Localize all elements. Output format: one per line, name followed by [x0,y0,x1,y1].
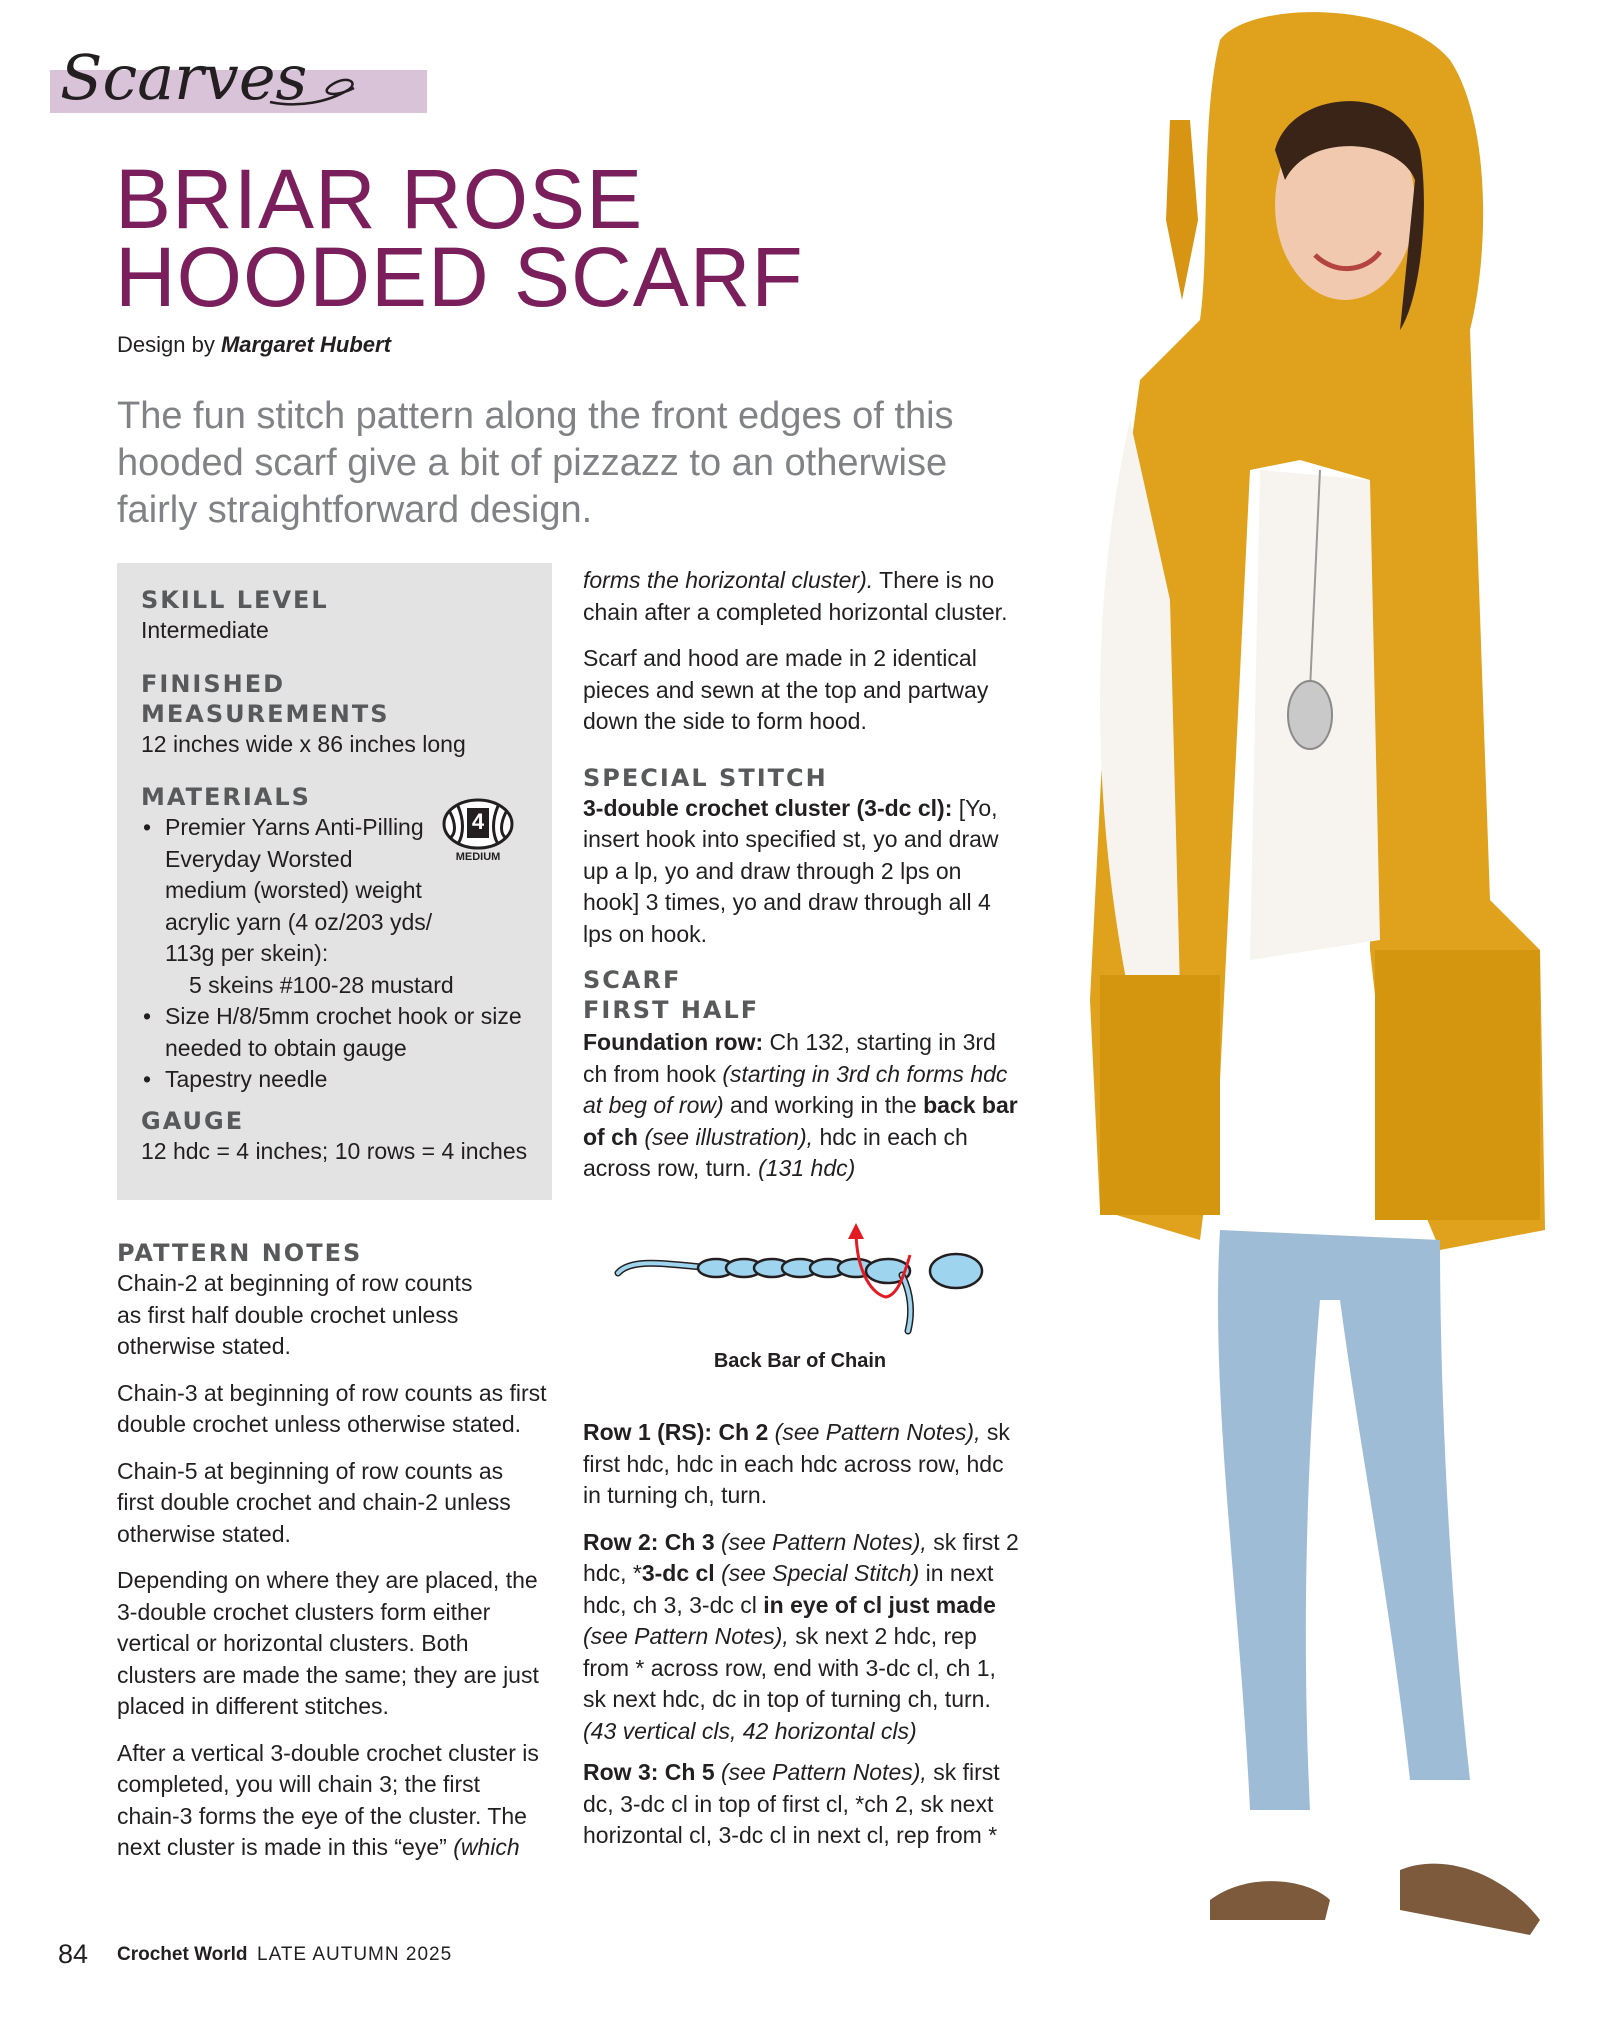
row-3 [583,1757,1023,1852]
row-text: sk first dc, 3-dc cl in top of first cl, *ch 2, sk next horizontal cl, 3-dc cl in next cl, rep from * [583,1759,1000,1848]
intro-text: The fun stitch pattern along the front edges of this hooded scarf give a bit of pizzazz to an otherwise fairly straightforward design. [117,395,954,531]
pattern-notes [117,1238,552,1879]
foundation-italic: (starting in 3rd ch forms hdc at beg of row) [583,1060,1008,1118]
row-text: sk first hdc, hdc in each hdc across row, hdc in turning ch, turn. [583,1419,1010,1508]
materials-item: • Size H/8/5mm crochet hook or size needed to obtain gauge [141,1001,541,1064]
magazine-name: Crochet World [117,1944,248,1965]
special-stitch-heading: SPECIAL STITCH [583,763,828,792]
row-italic: (see Pattern Notes), [583,1623,789,1649]
pattern-note: Chain-5 at beginning of row counts as first double crochet and chain-2 unless otherwise stated. [117,1457,511,1547]
row-text: in next hdc, ch 3, 3-dc cl [583,1560,994,1618]
row-label: Row 3: Ch 5 [583,1759,715,1785]
foundation-text: Ch 132, starting in 3rd ch from hook [583,1029,996,1087]
issue-name: LATE AUTUMN 2025 [257,1944,453,1965]
foundation-text: and working in the [730,1092,917,1118]
foundation-italic: (see illustration), [644,1123,814,1150]
pocket-shape [1100,975,1220,1215]
illustration-caption: Back Bar of Chain [713,1350,887,1372]
row-text: sk first 2 hdc, * [583,1528,1019,1586]
model-photo [1070,0,1600,2023]
special-stitch-name: 3-double crochet cluster (3-dc cl): [583,794,953,821]
first-half-heading: FIRST HALF [583,996,760,1024]
page-title [115,152,804,324]
pattern-note-text: After a vertical 3-double crochet cluster is completed, you will chain 3; the first chain-3 forms the eye of the cluster. The next cluster is made in this “eye” [117,1739,539,1860]
foundation-count: (131 hdc) [758,1155,856,1181]
gauge-heading: GAUGE [141,1106,245,1135]
designer-name: Margaret Hubert [220,332,391,357]
pattern-note-italic: (which [453,1834,520,1860]
row-count: (43 vertical cls, 42 horizontal cls) [583,1717,917,1744]
row-label: Row 2: Ch 3 [583,1528,715,1555]
row-italic: (see Pattern Notes), [721,1759,927,1785]
row-1 [583,1417,1023,1512]
materials-heading: MATERIALS [141,783,311,811]
row-italic: (see Pattern Notes), [721,1528,927,1555]
yarn-weight-label: MEDIUM [455,851,501,863]
measurements-section [141,669,541,761]
section-swash-decoration [268,72,358,112]
assembly-note: Scarf and hood are made in 2 identical pieces and sewn at the top and partway down the side to form hood. [583,645,989,734]
foundation-row [583,1027,1023,1185]
row-italic: (see Special Stitch) [721,1560,920,1586]
pattern-note: Chain-3 at beginning of row counts as first double crochet unless otherwise stated. [117,1379,547,1437]
cluster-note-italic: forms the horizontal cluster). [583,567,874,593]
pocket-shape [1375,950,1540,1220]
pendant-shape [1288,681,1332,749]
skill-heading: SKILL LEVEL [141,586,329,614]
row-label: Row 1 (RS): Ch 2 [583,1419,769,1445]
pattern-note [117,1738,542,1864]
foundation-text: hdc in each ch across row, turn. [583,1123,968,1181]
row-italic: (see Pattern Notes), [774,1419,981,1445]
byline-prefix: Design by [117,332,215,357]
yarn-weight-number: 4 [471,809,485,834]
foundation-row-label: Foundation row: [583,1029,764,1055]
pattern-note: Chain-2 at beginning of row counts as first half double crochet unless otherwise stated. [117,1270,473,1359]
yarn-weight-icon [442,798,514,864]
row-2 [583,1527,1023,1748]
info-box [117,563,552,1200]
title-line-2: HOODED SCARF [115,230,804,324]
foundation-bold: back bar of ch [583,1092,1018,1150]
cluster-note-continued [583,565,1023,628]
pattern-notes-heading: PATTERN NOTES [117,1239,363,1267]
row-bold: 3-dc cl [641,1560,715,1586]
section-label: Scarves [60,41,308,114]
instructions-column-bottom [583,1417,1023,1867]
gauge-value: 12 hdc = 4 inches; 10 rows = 4 inches [141,1137,528,1164]
gauge-section [141,1106,541,1168]
instructions-column-top [583,565,1023,1200]
back-bar-of-chain-illustration [612,1215,994,1335]
cluster-note-text: There is no chain after a completed horizontal cluster. [583,567,1008,625]
skill-value: Intermediate [141,617,269,643]
scarf-heading: SCARF [583,966,682,994]
special-stitch-text: [Yo, insert hook into specified st, yo and draw up a lp, yo and draw through 2 lps on hook] 3 times, yo and draw through all 4 lps on hook. [583,794,999,947]
special-stitch [583,793,1023,951]
measurements-value: 12 inches wide x 86 inches long [141,730,466,757]
page-number: 84 [58,1939,89,1969]
measurements-heading: FINISHED MEASUREMENTS [141,669,390,728]
byline [117,330,391,360]
pattern-note: Depending on where they are placed, the 3-double crochet clusters form either vertical or horizontal clusters. Both clusters are made the same; they are just placed in different stitches. [117,1567,539,1719]
title-line-1: BRIAR ROSE [115,152,644,246]
skill-section [141,585,541,647]
materials-item: • Tapestry needle [141,1064,541,1096]
row-text: sk next 2 hdc, rep from * across row, end with 3-dc cl, ch 1, sk next hdc, dc in top of turning ch, turn. [583,1623,996,1712]
materials-item-yarn: • Premier Yarns Anti-Pilling Everyday Worsted medium (worsted) weight acrylic yarn (4 oz/203 yds/ 113g per skein): [165,814,433,966]
materials-sub-item: 5 skeins #100-28 mustard [189,971,454,998]
row-bold: in eye of cl just made [763,1591,996,1618]
